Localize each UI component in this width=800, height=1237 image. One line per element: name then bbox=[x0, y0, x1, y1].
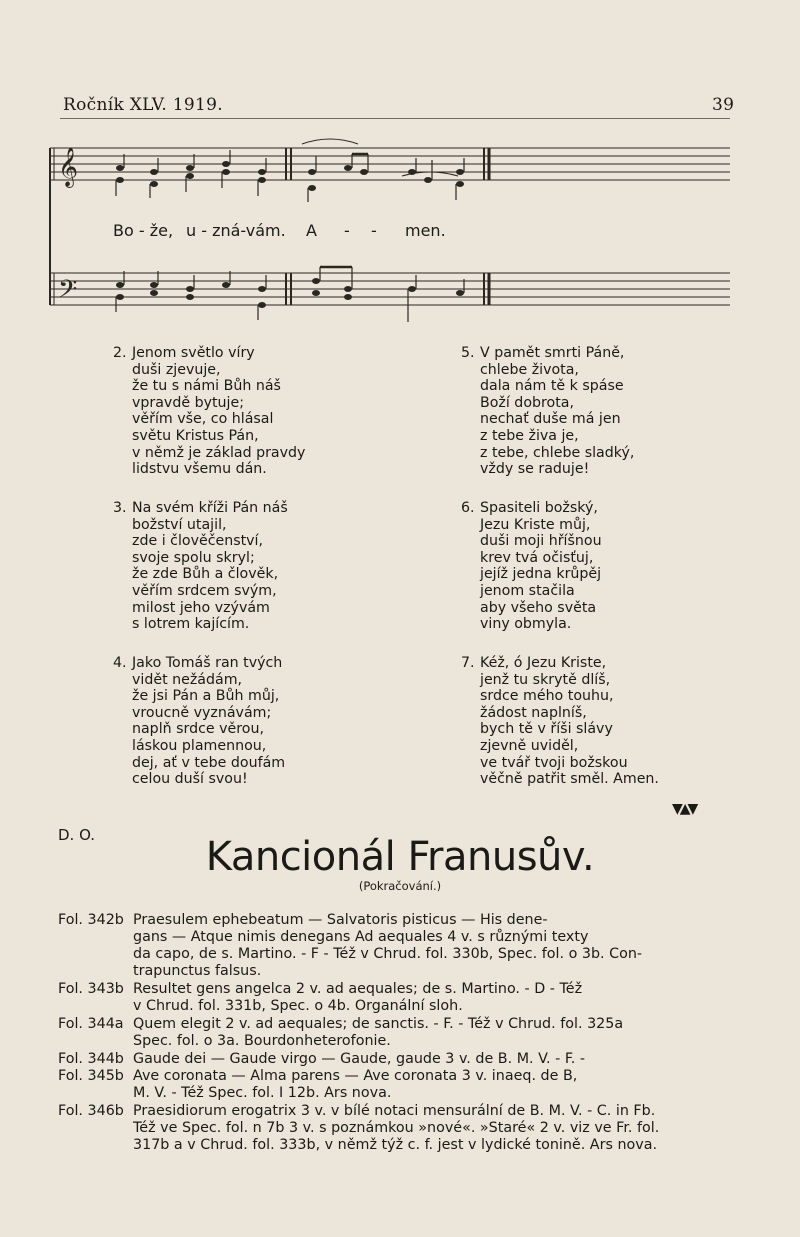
stanza-line: jenž tu skrytě dlíš, bbox=[480, 671, 611, 688]
folio-reference: Fol. 346b bbox=[58, 1103, 124, 1119]
stanza-line: v němž je základ pravdy bbox=[132, 444, 306, 461]
lyric-syllable: - bbox=[344, 221, 350, 240]
page-number: 39 bbox=[712, 95, 735, 115]
folio-reference: Fol. 343b bbox=[58, 981, 124, 997]
stanza-number: 7. bbox=[461, 655, 475, 671]
stanza-line: vždy se raduje! bbox=[480, 461, 590, 478]
entry-line: Quem elegit 2 v. ad aequales; de sanctis. - F. - Též v Chrud. fol. 325a bbox=[133, 1016, 624, 1032]
stanza-number: 5. bbox=[461, 345, 475, 361]
stanza-line: jenom stačila bbox=[480, 582, 575, 599]
stanza-line: věřím vše, co hlásal bbox=[132, 411, 274, 428]
folio-reference: Fol. 344a bbox=[58, 1016, 124, 1032]
stanza-number: 2. bbox=[113, 345, 127, 361]
stanza-line: viny obmyla. bbox=[480, 616, 572, 633]
stanza-line: srdce mého touhu, bbox=[480, 688, 614, 705]
entry-line: 317b a v Chrud. fol. 333b, v němž týž c. f. jest v lydické tonině. Ars nova. bbox=[133, 1137, 658, 1153]
stanza-line: s lotrem kajícím. bbox=[132, 616, 250, 633]
stanza-number: 6. bbox=[461, 500, 475, 516]
folio-reference: Fol. 344b bbox=[58, 1051, 124, 1067]
stanza-line: nechať duše má jen bbox=[480, 411, 621, 428]
entry-line: da capo, de s. Martino. - F - Též v Chrud. fol. 330b, Spec. fol. o 3b. Con- bbox=[133, 946, 643, 962]
entry-line: v Chrud. fol. 331b, Spec. o 4b. Organální sloh. bbox=[133, 998, 463, 1014]
stanza-number: 3. bbox=[113, 500, 127, 516]
lyric-syllable: A bbox=[306, 221, 317, 240]
stanza-line: krev tvá očisťuj, bbox=[480, 549, 594, 566]
stanza-line: z tebe, chlebe sladký, bbox=[480, 444, 635, 461]
lyric-syllable: Bo - že, bbox=[113, 221, 174, 240]
stanza-line: věčně patřit směl. Amen. bbox=[480, 771, 659, 788]
stanza-line: Jezu Kriste můj, bbox=[480, 516, 591, 533]
stanza-line: chlebe života, bbox=[480, 361, 579, 378]
header-rule bbox=[60, 118, 730, 119]
entry-line: Též ve Spec. fol. n 7b 3 v. s poznámkou »nové«. »Staré« 2 v. viz ve Fr. fol. bbox=[133, 1120, 660, 1136]
stanza-line: že tu s námi Bůh náš bbox=[132, 378, 281, 395]
lyric-syllable: - bbox=[371, 221, 377, 240]
stanza-line: celou duší svou! bbox=[132, 771, 248, 788]
stanza-line: Boží dobrota, bbox=[480, 394, 574, 411]
stanza-line: jejíž jedna krůpěj bbox=[480, 566, 602, 583]
section-subtitle: (Pokračování.) bbox=[358, 879, 442, 893]
stanza-line: duši moji hříšnou bbox=[480, 533, 602, 550]
stanza-line: Jenom světlo víry bbox=[132, 345, 255, 361]
stanza-line: že jsi Pán a Bůh můj, bbox=[132, 688, 280, 705]
journal-volume: Ročník XLV. 1919. bbox=[63, 95, 223, 115]
entry-line: Praesidiorum erogatrix 3 v. v bílé notaci mensurální de B. M. V. - C. in Fb. bbox=[133, 1103, 656, 1119]
entry-line: Gaude dei — Gaude virgo — Gaude, gaude 3 v. de B. M. V. - F. - bbox=[133, 1051, 586, 1067]
section-title: Kancionál Franusův. bbox=[205, 834, 595, 880]
stanza-line: Kéž, ó Jezu Kriste, bbox=[480, 655, 607, 671]
stanza-line: naplň srdce věrou, bbox=[132, 721, 264, 738]
stanza-line: svoje spolu skryl; bbox=[132, 549, 255, 566]
lyric-syllable: u - zná-vám. bbox=[186, 221, 286, 240]
entry-line: Resultet gens angelca 2 v. ad aequales; de s. Martino. - D - Též bbox=[133, 981, 583, 997]
stanza-line: Jako Tomáš ran tvých bbox=[132, 655, 283, 671]
lyric-syllable: men. bbox=[405, 221, 446, 240]
folio-reference: Fol. 345b bbox=[58, 1068, 124, 1084]
entry-line: Praesulem ephebeatum — Salvatoris pisticus — His dene- bbox=[133, 912, 548, 928]
stanza-line: zde i člověčenství, bbox=[132, 533, 264, 550]
ornament-divider: ▼▲▼ bbox=[672, 801, 696, 817]
stanza-line: vidět nežádám, bbox=[132, 671, 243, 688]
stanza-line: žádost naplníš, bbox=[480, 704, 587, 721]
stanza-number: 4. bbox=[113, 655, 127, 671]
stanza-line: vroucně vyznávám; bbox=[132, 704, 272, 721]
entry-line: Spec. fol. o 3a. Bourdonheterofonie. bbox=[133, 1033, 391, 1049]
stanza-line: Na svém kříži Pán náš bbox=[132, 500, 288, 516]
stanza-line: dej, ať v tebe doufám bbox=[132, 754, 286, 771]
stanza-line: světu Kristus Pán, bbox=[132, 427, 259, 444]
stanza-line: věřím srdcem svým, bbox=[132, 582, 277, 599]
stanza-line: V pamět smrti Páně, bbox=[480, 345, 625, 361]
stanza-line: Spasiteli božský, bbox=[480, 500, 598, 516]
stanza-line: milost jeho vzývám bbox=[132, 599, 270, 616]
entry-line: M. V. - Též Spec. fol. I 12b. Ars nova. bbox=[133, 1085, 392, 1101]
svg-text:𝄢: 𝄢 bbox=[58, 275, 78, 310]
stanza-line: bych tě v říši slávy bbox=[480, 721, 613, 738]
folio-reference: Fol. 342b bbox=[58, 912, 124, 928]
stanza-line: zjevně uviděl, bbox=[480, 737, 579, 754]
stanza-line: ve tvář tvoji božskou bbox=[480, 754, 628, 771]
stanza-line: aby všeho světa bbox=[480, 599, 597, 616]
stanza-line: duši zjevuje, bbox=[132, 361, 221, 378]
stanza-line: že zde Bůh a člověk, bbox=[132, 566, 279, 583]
stanza-line: vpravdě bytuje; bbox=[132, 394, 244, 411]
entry-line: Ave coronata — Alma parens — Ave coronata 3 v. inaeq. de B, bbox=[133, 1068, 578, 1084]
stanza-line: z tebe živa je, bbox=[480, 427, 579, 444]
stanza-line: dala nám tě k spáse bbox=[480, 378, 624, 395]
stanza-line: láskou plamennou, bbox=[132, 737, 267, 754]
entry-line: trapunctus falsus. bbox=[133, 963, 262, 979]
svg-text:𝄞: 𝄞 bbox=[58, 147, 79, 187]
author-signature: D. O. bbox=[58, 826, 96, 844]
stanza-line: lidstvu všemu dán. bbox=[132, 461, 267, 478]
entry-line: gans — Atque nimis denegans Ad aequales 4 v. s různými texty bbox=[133, 929, 589, 945]
stanza-line: božství utajil, bbox=[132, 516, 227, 533]
